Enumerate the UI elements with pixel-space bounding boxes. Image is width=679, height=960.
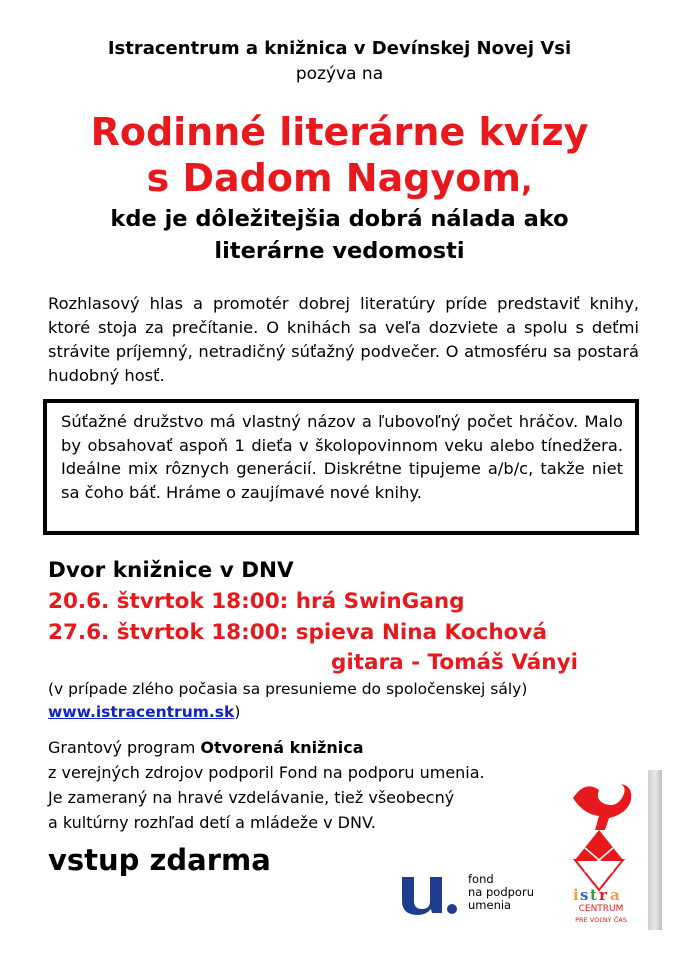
grant-prefix: Grantový program xyxy=(48,738,201,757)
istra-centrum-logo xyxy=(565,778,643,928)
svg-text:r: r xyxy=(599,886,607,904)
fond-logo-text xyxy=(468,873,534,912)
subtitle-line1: kde je dôležitejšia dobrá nálada ako xyxy=(110,206,569,232)
decorative-gray-bar xyxy=(648,770,662,930)
fond-logo-line1: fond xyxy=(468,872,494,886)
event-title-line2 xyxy=(0,156,679,204)
event-date-2: 27.6. štvrtok 18:00: spieva Nina Kochová xyxy=(48,620,547,645)
grant-program-name: Otvorená knižnica xyxy=(200,738,364,757)
grant-line-4: a kultúrny rozhľad detí a mládeže v DNV. xyxy=(48,813,376,832)
event-date-2-guitar: gitara - Tomáš Ványi xyxy=(331,650,578,675)
rules-box xyxy=(43,399,639,535)
fond-na-podporu-umenia-logo xyxy=(398,865,548,925)
intro-paragraph: Rozhlasový hlas a promotér dobrej literatúry príde predstaviť knihy, ktoré stoja za prečítanie. O knihách sa veľa dozviete a spolu s deťmi strávite príjemný, netradičný súťažný podvečer. O atmosféru sa postará hudobný hosť. xyxy=(48,294,639,385)
grant-line-3: Je zameraný na hravé vzdelávanie, tiež všeobecný xyxy=(48,788,455,807)
svg-text:i: i xyxy=(573,886,579,904)
grant-line-1 xyxy=(48,738,364,757)
title-host-name: s Dadom Nagyom xyxy=(146,156,521,200)
event-date-1: 20.6. štvrtok 18:00: hrá SwinGang xyxy=(48,589,465,614)
subtitle-line2: literárne vedomosti xyxy=(214,238,465,264)
istra-tagline: PRE VOĽNÝ ČAS xyxy=(575,916,627,924)
fond-logo-line2: na podporu xyxy=(468,885,534,899)
title-comma: , xyxy=(520,164,533,199)
grant-line-2: z verejných zdrojov podporil Fond na podporu umenia. xyxy=(48,763,485,782)
venue-heading: Dvor knižnice v DNV xyxy=(48,558,294,583)
istra-centrum-label: CENTRUM xyxy=(578,904,624,914)
svg-text:t: t xyxy=(590,886,597,904)
rules-text: Súťažné družstvo má vlastný názov a ľubovoľný počet hráčov. Malo by obsahovať aspoň 1 dieťa v školopovinnom veku alebo tínedžera. Ideálne mix rôznych generácií. Diskrétne tipujeme a/b/c, takže niet sa čoho báť. Hráme o zaujímavé nové knihy. xyxy=(61,412,623,502)
website-link[interactable]: www.istracentrum.sk xyxy=(48,703,235,721)
website-close-paren: ) xyxy=(234,703,241,721)
free-entry-text: vstup zdarma xyxy=(48,843,271,877)
event-title-line1: Rodinné literárne kvízy xyxy=(90,110,589,154)
invite-text: pozýva na xyxy=(295,64,384,84)
organizer-heading: Istracentrum a knižnica v Devínskej Novej Vsi xyxy=(107,38,572,59)
weather-note: (v prípade zlého počasia sa presunieme do spoločenskej sály) xyxy=(48,680,528,698)
fond-logo-line3: umenia xyxy=(468,898,512,912)
svg-text:s: s xyxy=(580,886,589,904)
website-line xyxy=(48,703,240,721)
svg-text:a: a xyxy=(610,886,620,904)
fond-u-mark-icon xyxy=(398,865,464,921)
